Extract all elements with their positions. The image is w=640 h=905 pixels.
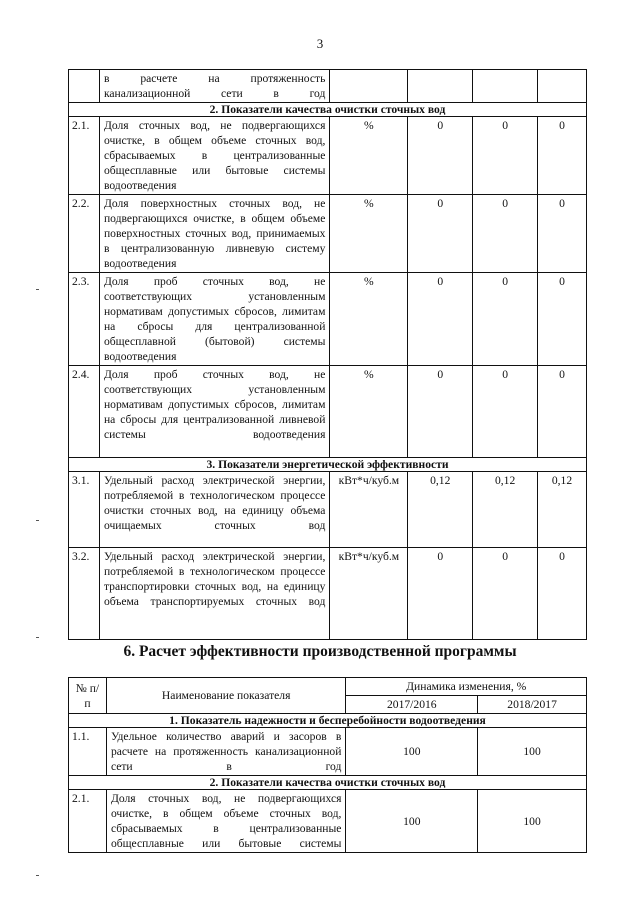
table-row xyxy=(69,472,587,548)
section-title: 1. Показатель надежности и бесперебойности водоотведения xyxy=(69,714,587,728)
unit-cell xyxy=(330,70,408,103)
row-value: 0 xyxy=(538,366,587,458)
row-number: 2.4. xyxy=(69,366,100,458)
year-header: 2017/2016 xyxy=(346,696,478,714)
row-value: 0 xyxy=(473,195,538,273)
value-cell xyxy=(473,70,538,103)
section-row xyxy=(69,776,587,790)
row-value: 0 xyxy=(473,548,538,640)
row-value: 0 xyxy=(538,273,587,366)
row-unit: % xyxy=(330,366,408,458)
table-row xyxy=(69,366,587,458)
row-number: 1.1. xyxy=(69,728,107,776)
num-cell xyxy=(69,70,100,103)
row-unit: % xyxy=(330,195,408,273)
margin-mark xyxy=(36,875,39,876)
row-value: 100 xyxy=(478,728,587,776)
margin-mark xyxy=(36,289,39,290)
row-value: 0 xyxy=(538,548,587,640)
row-value: 0 xyxy=(473,117,538,195)
table-row xyxy=(69,790,587,853)
row-value: 0,12 xyxy=(538,472,587,548)
row-description: Удельный расход электрической энергии, потребляемой в технологическом процессе транспортировки сточных вод, на единицу объема транспортируемых сточных вод xyxy=(99,548,329,640)
row-value: 0 xyxy=(408,273,473,366)
row-value: 0 xyxy=(408,548,473,640)
margin-mark xyxy=(36,637,39,638)
num-header: № п/п xyxy=(69,678,107,714)
row-unit: % xyxy=(330,273,408,366)
row-description: Доля сточных вод, не подвергающихся очистке, в общем объеме сточных вод, сбрасываемых в централизованные общесплавные или бытовые системы водоотведения xyxy=(99,117,329,195)
row-description: Удельный расход электрической энергии, потребляемой в технологическом процессе очистки сточных вод, на единицу объема очищаемых сточных вод xyxy=(99,472,329,548)
row-value: 0 xyxy=(408,366,473,458)
row-value: 0 xyxy=(538,195,587,273)
section-row xyxy=(69,458,587,472)
year-header: 2018/2017 xyxy=(478,696,587,714)
row-value: 0 xyxy=(538,117,587,195)
section-row xyxy=(69,714,587,728)
row-value: 0 xyxy=(473,273,538,366)
section-title: 2. Показатели качества очистки сточных вод xyxy=(69,776,587,790)
dynamics-header: Динамика изменения, % xyxy=(346,678,587,696)
row-value: 100 xyxy=(478,790,587,853)
row-value: 0 xyxy=(408,117,473,195)
row-description: Доля проб сточных вод, не соответствующих установленным нормативам допустимых сбросов, лимитам на сбросы для централизованной общесплавной (бытовой) системы водоотведения xyxy=(99,273,329,366)
row-description: Доля сточных вод, не подвергающихся очистке, в общем объеме сточных вод, сбрасываемых в централизованные общесплавные или бытовые системы xyxy=(106,790,345,853)
table-row xyxy=(69,117,587,195)
row-value: 100 xyxy=(346,728,478,776)
row-value: 0 xyxy=(473,366,538,458)
section-row xyxy=(69,103,587,117)
efficiency-table xyxy=(68,677,587,853)
table-row xyxy=(69,273,587,366)
row-description: Доля поверхностных сточных вод, не подвергающихся очистке, в общем объеме поверхностных сточных вод, принимаемых в централизованную ливневую систему водоотведения xyxy=(99,195,329,273)
section-title: 2. Показатели качества очистки сточных вод xyxy=(69,103,587,117)
row-value: 0,12 xyxy=(473,472,538,548)
value-cell xyxy=(408,70,473,103)
description-cell: в расчете на протяженность канализационной сети в год xyxy=(99,70,329,103)
row-unit: кВт*ч/куб.м xyxy=(330,548,408,640)
name-header: Наименование показателя xyxy=(106,678,345,714)
row-value: 100 xyxy=(346,790,478,853)
row-description: Доля проб сточных вод, не соответствующих установленным нормативам допустимых сбросов, лимитам на сбросы для централизованной ливневой системы водоотведения xyxy=(99,366,329,458)
row-number: 2.1. xyxy=(69,117,100,195)
margin-mark xyxy=(36,520,39,521)
table-row xyxy=(69,728,587,776)
row-number: 2.3. xyxy=(69,273,100,366)
row-number: 2.1. xyxy=(69,790,107,853)
page-number: 3 xyxy=(316,36,324,51)
row-number: 3.2. xyxy=(69,548,100,640)
row-value: 0 xyxy=(408,195,473,273)
value-cell xyxy=(538,70,587,103)
row-number: 2.2. xyxy=(69,195,100,273)
row-unit: кВт*ч/куб.м xyxy=(330,472,408,548)
table-row xyxy=(69,70,587,103)
header-row xyxy=(69,678,587,696)
table-row xyxy=(69,548,587,640)
row-number: 3.1. xyxy=(69,472,100,548)
row-value: 0,12 xyxy=(408,472,473,548)
row-unit: % xyxy=(330,117,408,195)
row-description: Удельное количество аварий и засоров в расчете на протяженность канализационной сети в год xyxy=(106,728,345,776)
section-title: 3. Показатели энергетической эффективности xyxy=(69,458,587,472)
section-heading: 6. Расчет эффективности производственной программы xyxy=(123,643,517,660)
indicators-table xyxy=(68,69,587,640)
table-row xyxy=(69,195,587,273)
